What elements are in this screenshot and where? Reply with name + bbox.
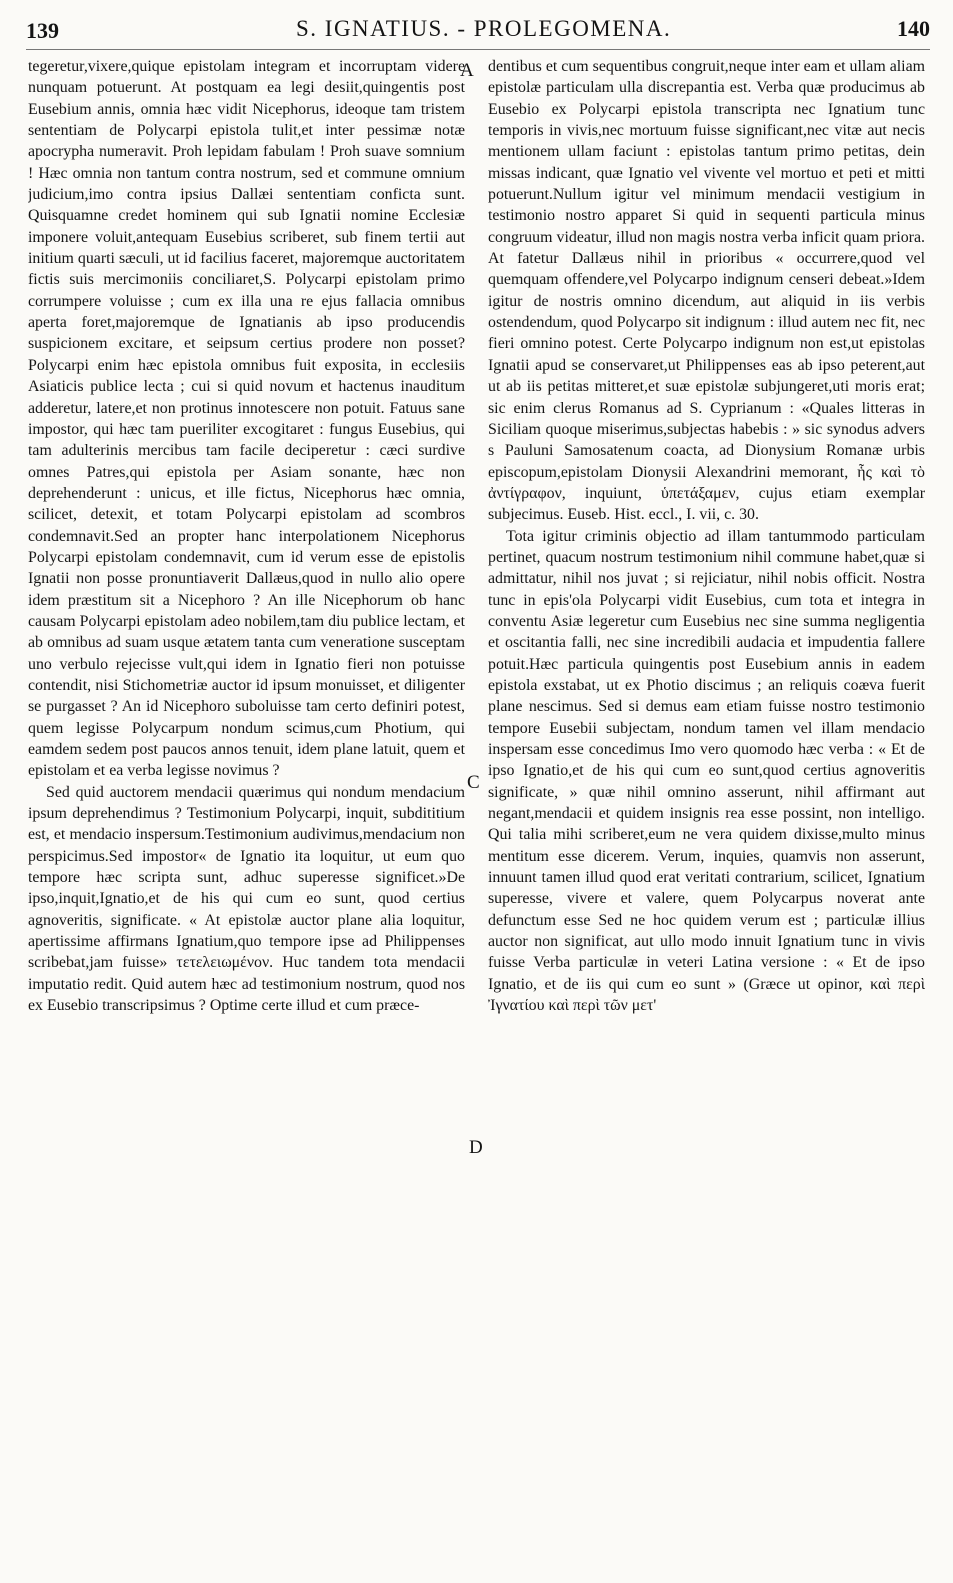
right-column: [488, 56, 925, 1556]
margin-marker-c: C: [467, 772, 480, 793]
left-page-number: 139: [26, 18, 59, 43]
running-title: S. IGNATIUS. - PROLEGOMENA.: [296, 16, 672, 41]
page-header: [26, 14, 930, 48]
margin-marker-a: A: [460, 60, 474, 81]
right-page-number: 140: [897, 16, 930, 41]
left-paragraph-2: Sed quid auctorem mendacii quærimus qui nondum mendacium ipsum deprehendimus ? Testimonium Polycarpi, inquit, subdititium est, et mendacio inspersum.Testimonium audivimus,mendacium non perspicimus.Sed impostor« de Ignatio ita loquitur, ut eum quo tempore hæc scripta sunt, adhuc superesse significet.»De ipso,inquit,Ignatio,et de his qui cum eo sunt, quod certius agnoveritis, significate. « At epistolæ auctor plane alia loquitur, apertissime affirmans Ignatium,quo tempore ipse ad Philippenses scribebat,jam fuisse» τετελειωμένον. Huc tandem tota mendacii imputatio redit. Quid autem hæc ad testimonium nostrum, quod nos ex Eusebio transcripsimus ? Optime certe illud et cum præce-: [28, 783, 465, 1015]
right-paragraph-2: Tota igitur criminis objectio ad illam tantummodo particulam pertinet, quacum nostrum testimonium nihil commune habet,quæ si admittatur, nihil nos juvat ; si rejiciatur, nihil nobis officit. Nostra tunc in epis'ola Polycarpi vidit Eusebius, cum tota et integra in conventu Asiæ legeretur cum Eusebius nec sine summa negligentia et oscitantia falli, nec sine incredibili audacia et impudentia fallere potuit.Hæc particula quingentis post Eusebium annis in eadem epistola exstabat, ut ex Photio discimus ; an reliquis coæva fuerit plane nescimus. Sed si demus eam etiam fuisse nostro testimonio tempore Eusebii subjectam, nondum tamen vel illam mendacio inspersam esse concedimus Imo vero quomodo hæc verba : « Et de ipso Ignatio,et de his qui cum eo sunt,quod certius agnoveritis significate, » quæ nihil omnino asserunt, nihil affirmant aut negant,mendacii et quidem insignis rea esse possint, non intelligo. Qui talia mihi scriberet,eum ne vera quidem dixisse,multo minus mentitum esse dicerem. Verum, inquies, quamvis non asserunt, innuunt tamen illud quod erat veritati contrarium, scilicet, Ignatium superesse, vivere et valere, quem Polycarpus noverat ante defunctum esse Sed ne hoc quidem verum est ; particulæ illius auctor non significat, aut ullo modo innuit Ignatium tunc in vivis fuisse Verba particulæ in veteri Latina versione : « Et de ipso Ignatio, et de iis qui cum eo sunt » (Græce ut opinor, καὶ περὶ Ἰγνατίου καὶ περὶ τῶν μετ': [488, 527, 925, 1015]
header-rule: [26, 49, 930, 50]
left-column: [28, 56, 465, 1556]
margin-marker-d: D: [469, 1137, 483, 1158]
left-paragraph-1: tegeretur,vixere,quique epistolam integram et incorruptam videre nunquam potuerunt. At postquam ea legi desiit,quingentis post Eusebium annis, omnia hæc vidit Nicephorus, ideoque tam tristem sententiam de Polycarpi epistola tulit,et inter pessimæ notæ apocrypha numeravit. Proh lepidam fabulam ! Proh suave somnium ! Hæc omnia non tantum contra nostrum, sed et commune omnium judicium,imo contra ipsius Dallæi sententiam conficta sunt. Quisquamne credet hominem qui sub Ignatii nomine Ecclesiæ imponere voluit,antequam Eusebius scriberet, sub finem tertii aut initium quarti sæculi, ut id facilius faceret, majoremque auctoritatem fictis suis mercimoniis conciliaret,S. Polycarpi epistolam primo corrumpere voluisse ; cum ex illa una re ejus fallacia omnibus aperta foret,majoremque de Ignatianis ab ipso producendis suspicionem excitare, et seipsum certius prodere non posset? Polycarpi enim hæc epistola omnibus fuit exposita, in ecclesiis Asiaticis publice lecta ; cui si quid novum et hactenus inauditum adderetur, latere,et non protinus innotescere non potuit. Fatuus sane impostor, qui hæc tam pueriliter excogitaret : fungus Eusebius, qui tam adulterinis mercibus tam facile deciperetur : cæci surdive omnes Patres,qui epistola per Asiam sonante, hæc non deprehenderunt : unicus, et ille fictus, Nicephorus hæc omnia, scilicet, detexit, et totam Polycarpi epistolam ad scombros condemnavit.Sed an propter hanc interpolationem Nicephorus Polycarpi epistolam condemnavit, cum id verum esse de epistolis Ignatii non posse pronuntiaverit Dallæus,quod in nullo alio opere idem præstitum sit a Nicephoro ? An ille Nicephorum ob hanc causam Polycarpi epistolam adeo nobilem,tam diu publice lectam, et ab omnibus ad suam usque ætatem tanta cum veneratione susceptam uno verbulo rejecisse vult,qui idem in Ignatio fieri non potuisse contendit, nisi Stichometriæ auctor id ipsum monuisset, et diligenter se purgasset ? An id Nicephoro suboluisse tam certo definiri potest, quem legisse Polycarpum nondum scimus,cum Photium, qui eamdem sedem post paucos annos tenuit, idem plane latuit, quem et epistolam et ea verba legisse novimus ?: [28, 58, 465, 780]
right-paragraph-1: dentibus et cum sequentibus congruit,neque inter eam et ullam aliam epistolæ particulam ulla discrepantia est. Verba quæ producimus ab Eusebio ex Polycarpi epistola transcripta nec Ignatium tunc temporis in vivis,nec mortuum fuisse significant,nec vitæ aut necis mentionem ullam faciunt : epistolas tantum primo petitas, dein missas indicant, quæ Ignatio vel vivente vel mortuo et peti et mitti potuerunt.Nullum igitur vel minimum mendacii vestigium in testimonio nostro apparet Si quid in sequenti particula minus congruum videatur, illud non magis nostra verba inficit quam priora. At fatetur Dallæus nihil in prioribus « occurrere,quod vel quemquam offendere,vel Polycarpo indignum censeri debeat.»Idem igitur de nostris omnino dicendum, aut aliquid in iis verbis ostendendum, quod Polycarpo sit indignum : illud autem nec fit, nec fieri omnino potest. Certe Polycarpo indignum non est,ut epistolas Ignatii apud se conservaret,ut Philippenses eas ab ipso peterent,aut ut ab iis petitas mitteret,et suæ epistolæ subjungeret,uti moris erat; sic enim clerus Romanus ad S. Cyprianum : «Quales litteras in Siciliam quoque miserimus,subjectas habebis : » sic synodus advers s Pauluni Samosatenum coacta, ad Dionysium Romanæ urbis episcopum,epistolam Dionysii Alexandrini memorant, ἧς καὶ τὸ ἀντίγραφον, inquiunt, ὑπετάξαμεν, cujus etiam exemplar subjecimus. Euseb. Hist. eccl., I. vii, c. 30.: [488, 58, 925, 524]
